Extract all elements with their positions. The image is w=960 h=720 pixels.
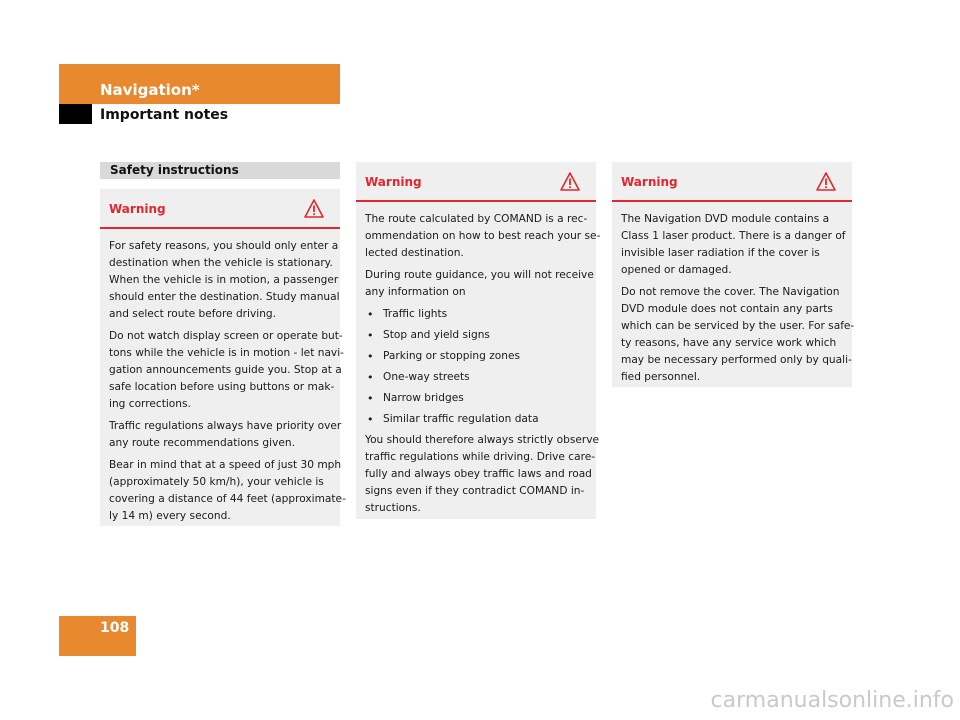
list-item <box>365 348 587 365</box>
text-line: tons while the vehicle is in motion - let navi- <box>109 347 344 359</box>
warning-box-route <box>356 162 601 519</box>
paragraph <box>365 432 599 517</box>
section-title: Safety instructions <box>110 163 239 177</box>
text-line: The route calculated by COMAND is a rec- <box>365 213 588 225</box>
paragraph <box>109 238 340 323</box>
warning-box-header <box>612 162 852 202</box>
paragraph <box>109 457 346 525</box>
chapter-title: Navigation* <box>100 81 200 99</box>
text-line: signs even if they contradict COMAND in- <box>365 485 585 497</box>
text-line: gation announcements guide you. Stop at a <box>109 364 342 376</box>
list-item-text: Similar traffic regulation data <box>383 413 539 425</box>
paragraph <box>621 211 846 279</box>
paragraph <box>365 267 594 301</box>
text-line: safe location before using buttons or mak- <box>109 381 335 393</box>
paragraph <box>109 328 344 413</box>
text-line: ty reasons, have any service work which <box>621 337 837 349</box>
warning-box-body <box>612 202 855 395</box>
warning-box-body <box>100 229 346 534</box>
text-line: covering a distance of 44 feet (approximate- <box>109 493 346 505</box>
text-line: DVD module does not contain any parts <box>621 303 833 315</box>
text-line: should enter the destination. Study manual <box>109 291 340 303</box>
text-line: traffic regulations while driving. Drive care- <box>365 451 596 463</box>
warning-label: Warning <box>109 202 166 216</box>
paragraph <box>109 418 342 452</box>
list-item-text: Parking or stopping zones <box>383 350 520 362</box>
text-line: lected destination. <box>365 247 464 259</box>
text-line: Do not watch display screen or operate but- <box>109 330 343 342</box>
warning-box-laser <box>612 162 855 387</box>
bullet-icon: • <box>367 413 374 426</box>
bullet-icon: • <box>367 329 374 342</box>
bullet-list <box>365 306 587 428</box>
text-line: opened or damaged. <box>621 264 732 276</box>
text-line: structions. <box>365 502 421 514</box>
warning-label: Warning <box>365 175 422 189</box>
warning-box-header <box>356 162 596 202</box>
list-item <box>365 306 587 323</box>
text-line: any route recommendations given. <box>109 437 295 449</box>
bullet-icon: • <box>367 308 374 321</box>
list-item <box>365 411 587 428</box>
text-line: fully and always obey traffic laws and road <box>365 468 592 480</box>
text-line: destination when the vehicle is stationary. <box>109 257 333 269</box>
text-line: any information on <box>365 286 466 298</box>
text-line: which can be serviced by the user. For safe- <box>621 320 855 332</box>
text-line: Do not remove the cover. The Navigation <box>621 286 840 298</box>
text-line: and select route before driving. <box>109 308 277 320</box>
list-item <box>365 369 587 386</box>
bullet-icon: • <box>367 371 374 384</box>
warning-box-header <box>100 189 340 229</box>
text-line: During route guidance, you will not receive <box>365 269 594 281</box>
list-item <box>365 390 587 407</box>
warning-triangle-icon <box>304 199 324 218</box>
text-line: (approximately 50 km/h), your vehicle is <box>109 476 324 488</box>
warning-triangle-icon <box>560 172 580 191</box>
text-line: Traffic regulations always have priority over <box>109 420 342 432</box>
warning-box-safety <box>100 189 346 526</box>
list-item <box>365 327 587 344</box>
text-line: Bear in mind that at a speed of just 30 mph <box>109 459 342 471</box>
watermark: carmanualsonline.info <box>710 688 954 713</box>
text-line: You should therefore always strictly observe <box>365 434 599 446</box>
chapter-subtitle: Important notes <box>100 107 229 123</box>
paragraph <box>621 284 855 386</box>
text-line: may be necessary performed only by quali- <box>621 354 852 366</box>
text-line: The Navigation DVD module contains a <box>621 213 830 225</box>
text-line: invisible laser radiation if the cover is <box>621 247 820 259</box>
text-line: ly 14 m) every second. <box>109 510 231 522</box>
text-line: ing corrections. <box>109 398 191 410</box>
text-line: For safety reasons, you should only enter a <box>109 240 339 252</box>
bullet-icon: • <box>367 392 374 405</box>
list-item-text: Traffic lights <box>383 308 448 320</box>
text-line: Class 1 laser product. There is a danger of <box>621 230 846 242</box>
list-item-text: Narrow bridges <box>383 392 464 404</box>
warning-box-body <box>356 202 601 526</box>
warning-triangle-icon <box>816 172 836 191</box>
text-line: ommendation on how to best reach your se- <box>365 230 601 242</box>
list-item-text: Stop and yield signs <box>383 329 490 341</box>
warning-label: Warning <box>621 175 678 189</box>
page-number: 108 <box>100 620 130 636</box>
bullet-icon: • <box>367 350 374 363</box>
text-line: When the vehicle is in motion, a passenger <box>109 274 339 286</box>
text-line: fied personnel. <box>621 371 701 383</box>
chapter-marker <box>59 104 92 124</box>
list-item-text: One-way streets <box>383 371 470 383</box>
paragraph <box>365 211 601 262</box>
